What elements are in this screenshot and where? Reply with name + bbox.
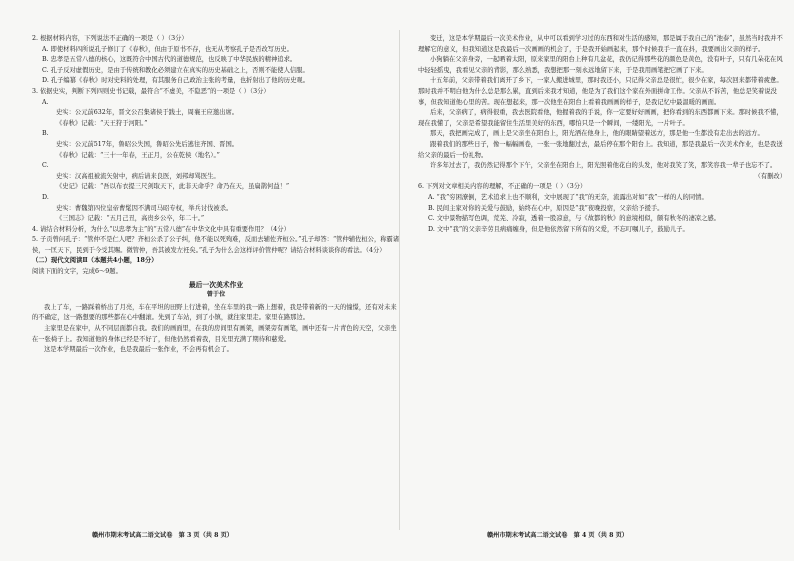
option-line: 《春秋》记载：“三十一年春，王正月，公在乾侯（地名）。” bbox=[56, 151, 220, 159]
option-line: 《史记》记载：“吾以布衣提三尺剑取天下，此非天命乎？命乃在天，虽扁鹊何益！” bbox=[56, 183, 290, 191]
article-paragraph: 跟着我们的那些日子，像一幅幅画卷，一张一张地翻过去，最后停在那个阳台上。我知道，那是我最后一次美术作业，也是我送给父亲的最后一份礼物。 bbox=[418, 140, 783, 159]
article-paragraph: 十五年前，父亲带着我们离开了乡下，一家人搬进城里，那时我还小，只记得父亲总是很忙，很少在家，每次回来都带着疲惫。那时我并不明白他为什么总是那么累，直到后来我才知道，他是为了我们这个家在外面拼命工作。父亲从不诉苦，他总是笑着说没事，但我知道他心里的苦。现在想起来，那一次他坐在阳台上看着我画画的样子，是我记忆中最温暖的画面。 bbox=[418, 77, 783, 106]
column-divider bbox=[399, 30, 400, 530]
page-footer-right: 赣州市期末考试高二语文试卷 第 4 页（共 8 页） bbox=[487, 532, 628, 539]
article-paragraph: 后来，父亲病了，病得很重，我去医院看他，他握着我的手说，你一定要好好画画，把你看到的东西都画下来。那时候我不懂，现在我懂了，父亲是希望我能留住生活里美好的东西，哪怕只是一个瞬间，一缕阳光，一片叶子。 bbox=[418, 109, 783, 127]
question-3-option-d bbox=[32, 193, 400, 225]
question-3-option-b bbox=[32, 129, 400, 161]
question-2-stem: 2. 根据材料内容，下列说法不正确的一项是（ ）（3分） bbox=[32, 35, 188, 42]
option-line: 史实：曹魏第四位皇帝曹髦因不满司马昭专权，举兵讨伐被杀。 bbox=[56, 204, 233, 212]
option-label: D. bbox=[42, 193, 49, 201]
question-6-option-b: B. 民间主家对你的关爱与鼓励，始终在心中，原因是“我”夜晚投宿，父亲给予援手。 bbox=[428, 204, 664, 212]
question-2-option-c: C. 孔子反对虚假历史，是由于传统和教化必须建立在真实的历史基础之上，否则不能使人信服。 bbox=[42, 66, 309, 74]
article-title: 最后一次美术作业 bbox=[188, 280, 244, 289]
article-paragraph: 那天，我把画完成了，画上是父亲坐在阳台上，阳光洒在他身上，他的眼睛望着远方，那是他一生都没有走出去的远方。 bbox=[430, 130, 764, 138]
option-line: 史实：汉高祖被流矢射中，病后请来良医，刘邦却骂医生。 bbox=[56, 172, 220, 180]
question-5: 5. 子贡曾问孔子：“管仲不是仁人吧？齐桓公杀了公子纠，他不能以死殉难，反而去辅佐齐桓公。”孔子却答：“管仲辅佐桓公，称霸诸侯，一匡天下，民到于今受其赐。微管仲，吾其被发左衽矣。”孔子为什么会这样评价管仲呢？请结合材料谈谈你的看法。（4分） bbox=[32, 236, 400, 254]
question-2-option-a: A. 即使材料四所说孔子修订了《春秋》，但由于原书不存，也无从考察孔子是否改写历史。 bbox=[42, 45, 293, 53]
question-3-option-c bbox=[32, 161, 400, 193]
question-6-option-a: A. “我”穷困潦倒，艺术追求上也不顺利，文中展现了“我”的无奈，流露出对如“我”一样的人的同情。 bbox=[428, 193, 708, 201]
option-label: B. bbox=[42, 130, 49, 138]
question-6-option-d: D. 文中“我”的父亲辛劳且病痛缠身，但是他依然留下所有的父爱，不忘叮嘱儿子，鼓励儿子。 bbox=[428, 225, 689, 233]
question-2-option-b: B. 忠孝是五常八德的核心，这既符合中国古代的道德规范，也反映了中华民族的精神追求。 bbox=[42, 56, 297, 64]
left-column bbox=[32, 34, 400, 356]
source-note: （有删改） bbox=[754, 172, 786, 180]
question-6-stem: 6. 下列对文章相关内容的理解，不正确的一项是（ ）（3分） bbox=[418, 183, 587, 191]
article-author: 曾于位 bbox=[206, 291, 226, 299]
question-3-option-a bbox=[32, 98, 400, 130]
article-paragraph: 小狗躺在父亲身旁，一起晒着太阳，原来家里的阳台上种有几盆花，我仍记得那些花的颜色是黄色，没有叶子，只有几朵花在风中轻轻摇曳，我看见父亲的背影，那么熟悉，我想把那一刻永远地留下来，于是我用画笔把它画了下来。 bbox=[418, 56, 783, 74]
article-paragraph: 变迁，这是本学期最后一次美术作业，从中可以看到学习过的东西和对生活的感知，那是属于我自己的“池泰”，虽然当时我并不理解它的意义，但我知道这是我最后一次画画的机会了，于是我开始画起来，那个时候我手一直在抖，我要画出父亲的样子。 bbox=[418, 35, 783, 53]
article-paragraph: 许多年过去了，我仍然记得那个下午，父亲坐在阳台上，阳光照着他花白的头发，他对我笑了笑，那笑容我一辈子也忘不了。 bbox=[430, 162, 777, 170]
option-line: 《三国志》记载：“五月己丑，高贵乡公卒，年二十。” bbox=[56, 215, 205, 223]
question-3-stem: 3. 依据史实，判断下列四则史书记载，最符合“不虚美，不隐恶”的一项是（ ）（3分） bbox=[32, 87, 270, 95]
article-paragraph: 主家里是在家中，从不同层面都自我。我们的画面里，在我的房间里有画架，画架旁有画笔，画中还有一片青色的天空，父亲坐在一张椅子上。我知道他的身体已经是不好了，但他仍然看着我，目光里充满了期待和慈爱。 bbox=[32, 325, 397, 343]
option-line: 《春秋》记载：“天王狩于河阳。” bbox=[56, 119, 148, 127]
article-paragraph: 我上了车，一路踩着桥出了月亮，车在平坦的田野上行进着，坐在车里的我一路上想着，我是带着新的一天的憧憬，还有对未来的不确定，这一路想要的那些都在心中翻滚。先到了车站，到了小镇，就往家里走。家里在路那边。 bbox=[32, 303, 397, 322]
reading-instructions: 阅读下面的文字，完成6～9题。 bbox=[32, 268, 122, 276]
question-6-option-c: C. 文中景物描写色调，荒芜、冷寂，透着一股凉意，与《故都的秋》的意境相似，颇有秋冬的凄凉之感。 bbox=[428, 215, 720, 223]
option-line: 史实：公元前632年，晋文公召集诸侯于践土，周襄王应邀出席。 bbox=[56, 109, 239, 117]
page-footer-left: 赣州市期末考试高二语文试卷 第 3 页（共 8 页） bbox=[92, 532, 233, 539]
article-paragraph: 这是本学期最后一次作业，也是我最后一张作业，不会再有机会了。 bbox=[44, 346, 233, 354]
option-line: 史实：公元前517年，鲁昭公失国，鲁昭公先后逃往齐国、晋国。 bbox=[56, 140, 239, 148]
section-title: （二）现代文阅读Ⅱ（本题共4小题，18分） bbox=[32, 257, 158, 265]
question-2-option-d: D. 孔子编纂《春秋》时对史料的处理，有其服务自己政治主张的考量，也折射出了他的历史观。 bbox=[42, 77, 309, 85]
option-label: C. bbox=[42, 162, 49, 170]
option-label: A. bbox=[42, 98, 49, 106]
question-4: 4. 请结合材料分析，为什么“以忠孝为主”的“五常八德”在中华文化中具有重要作用？（4分） bbox=[32, 225, 290, 233]
right-column bbox=[418, 34, 786, 235]
